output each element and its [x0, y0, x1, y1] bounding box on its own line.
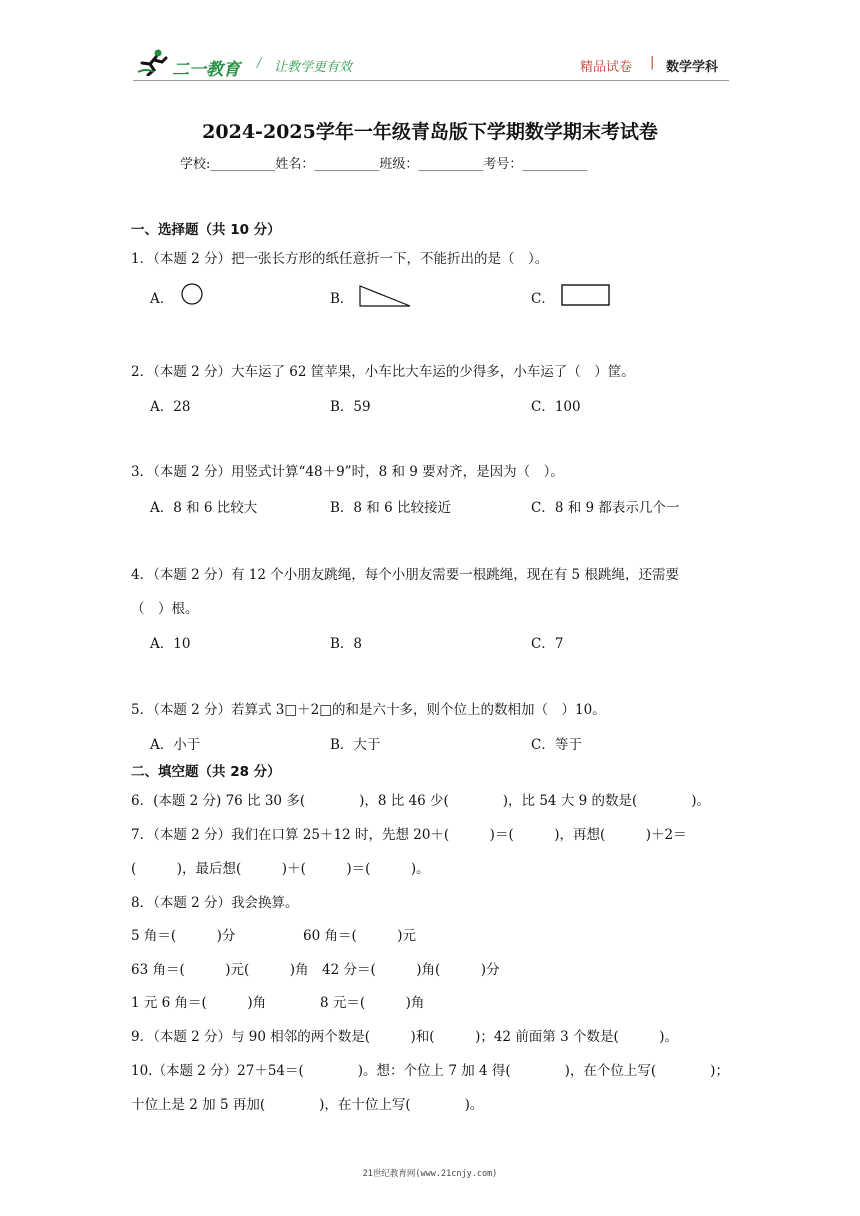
question-9: 9．（本题 2 分）与 90 相邻的两个数是( )和( )；42 前面第 3 个数是( )。 [131, 1029, 679, 1045]
question-4-line-1: 4．（本题 2 分）有 12 个小朋友跳绳，每个小朋友需要一根跳绳，现在有 5 根跳绳，还需要 [131, 567, 679, 583]
q1-option-c: C． [531, 291, 555, 307]
q8-row3-a: 1 元 6 角＝( )角 [131, 995, 267, 1011]
q8-row1-a: 5 角＝( )分 [131, 928, 236, 944]
q1-option-b: B． [330, 291, 354, 307]
question-7-line-2: ( )，最后想( )＋( )＝( )。 [131, 861, 430, 877]
q5-option-c: C．等于 [531, 737, 582, 753]
brand-name: 二一教育 [172, 60, 240, 80]
q3-option-b: B．8 和 6 比较接近 [330, 500, 451, 516]
question-6: 6．(本题 2 分) 76 比 30 多( )，8 比 46 少( )，比 54 大 9 的数是( )。 [131, 793, 710, 809]
q5-option-a: A．小于 [150, 737, 201, 753]
q2-option-c: C．100 [531, 399, 581, 415]
section-heading-fill: 二、填空题（共 28 分） [131, 764, 281, 780]
q8-row2: 63 角＝( )元( )角 42 分＝( )角( )分 [131, 962, 500, 978]
triangle-shape-icon [358, 284, 412, 308]
q2-option-a: A．28 [150, 399, 191, 415]
subject-label: 数学学科 [666, 60, 719, 75]
q4-option-a: A．10 [150, 636, 191, 652]
exam-title: 2024-2025学年一年级青岛版下学期数学期末考试卷 [202, 121, 658, 143]
question-3: 3．（本题 2 分）用竖式计算“48＋9”时，8 和 9 要对齐，是因为（ ）。 [131, 464, 564, 480]
q3-option-c: C．8 和 9 都表示几个一 [531, 500, 680, 516]
header-separator: / [257, 56, 262, 71]
rectangle-shape-icon [561, 284, 611, 307]
q4-option-c: C．7 [531, 636, 564, 652]
question-2: 2．（本题 2 分）大车运了 62 筐苹果，小车比大车运的少得多，小车运了（ ）筐。 [131, 364, 635, 380]
student-info-line: 学校:__________姓名：__________班级：__________考号：__________ [180, 157, 588, 172]
q2-option-b: B．59 [330, 399, 371, 415]
question-5: 5．（本题 2 分）若算式 3□＋2□的和是六十多，则个位上的数相加（ ）10。 [131, 702, 606, 718]
question-4-line-2: （ ）根。 [131, 601, 199, 617]
q4-option-b: B．8 [330, 636, 363, 652]
question-7-line-1: 7．（本题 2 分）我们在口算 25＋12 时，先想 20＋( )＝( )，再想( )＋2＝ [131, 827, 687, 843]
q5-option-b: B．大于 [330, 737, 381, 753]
header-divider: | [650, 55, 655, 70]
page-footer: 21世纪教育网(www.21cnjy.com) [362, 1169, 498, 1179]
question-1: 1．（本题 2 分）把一张长方形的纸任意折一下，不能折出的是（ ）。 [131, 251, 549, 267]
runner-logo-icon [136, 48, 170, 76]
question-10-line-2: 十位上是 2 加 5 再加( )，在十位上写( )。 [131, 1097, 484, 1113]
header-rule [133, 80, 729, 81]
q3-option-a: A．8 和 6 比较大 [150, 500, 258, 516]
question-8: 8．（本题 2 分）我会换算。 [131, 895, 299, 911]
section-heading-choice: 一、选择题（共 10 分） [131, 222, 281, 238]
question-10-line-1: 10.（本题 2 分）27＋54＝( )。想：个位上 7 加 4 得( )，在个位上写( )； [131, 1063, 729, 1079]
q1-option-a: A． [150, 291, 174, 307]
q8-row3-b: 8 元＝( )角 [320, 995, 425, 1011]
circle-shape-icon [180, 283, 205, 306]
slogan: 让教学更有效 [274, 60, 353, 75]
premium-label: 精品试卷 [580, 60, 633, 75]
q8-row1-b: 60 角＝( )元 [303, 928, 417, 944]
